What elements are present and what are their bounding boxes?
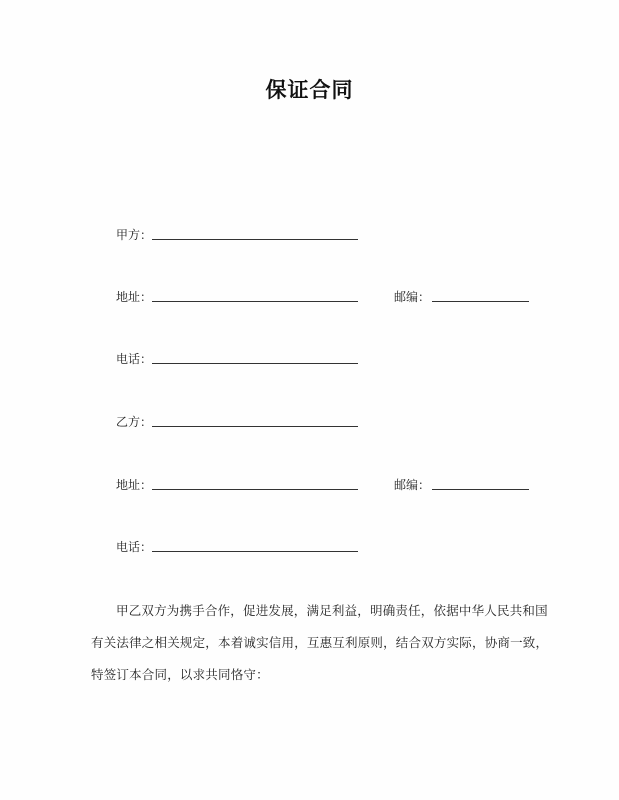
party-b-phone-label: 电话： bbox=[116, 540, 153, 554]
document-title: 保证合同 bbox=[265, 78, 354, 102]
preamble-line-2: 有关法律之相关规定，本着诚实信用，互惠互利原则，结合双方实际，协商一致， bbox=[91, 635, 549, 650]
party-b-name-blank[interactable] bbox=[152, 426, 358, 427]
preamble-line-3: 特签订本合同，以求共同恪守： bbox=[91, 667, 269, 682]
party-a-postcode-blank[interactable] bbox=[432, 301, 529, 302]
party-a-postcode-label: 邮编： bbox=[394, 290, 431, 304]
party-a-address-blank[interactable] bbox=[152, 301, 358, 302]
party-b-phone-blank[interactable] bbox=[152, 551, 358, 552]
party-b-address-blank[interactable] bbox=[152, 489, 358, 490]
party-a-name-label: 甲方： bbox=[116, 228, 153, 242]
party-a-phone-blank[interactable] bbox=[152, 363, 358, 364]
party-a-name-blank[interactable] bbox=[152, 239, 358, 240]
party-a-phone-label: 电话： bbox=[116, 352, 153, 366]
preamble-line-1: 甲乙双方为携手合作，促进发展，满足利益，明确责任，依据中华人民共和国 bbox=[116, 603, 548, 618]
party-a-postcode-field bbox=[394, 288, 534, 308]
party-b-name-label: 乙方： bbox=[116, 415, 153, 429]
party-a-address-label: 地址： bbox=[116, 290, 153, 304]
party-b-address-label: 地址： bbox=[116, 478, 153, 492]
party-b-postcode-label: 邮编： bbox=[394, 478, 431, 492]
party-b-postcode-field bbox=[394, 476, 534, 496]
party-b-postcode-blank[interactable] bbox=[432, 489, 529, 490]
